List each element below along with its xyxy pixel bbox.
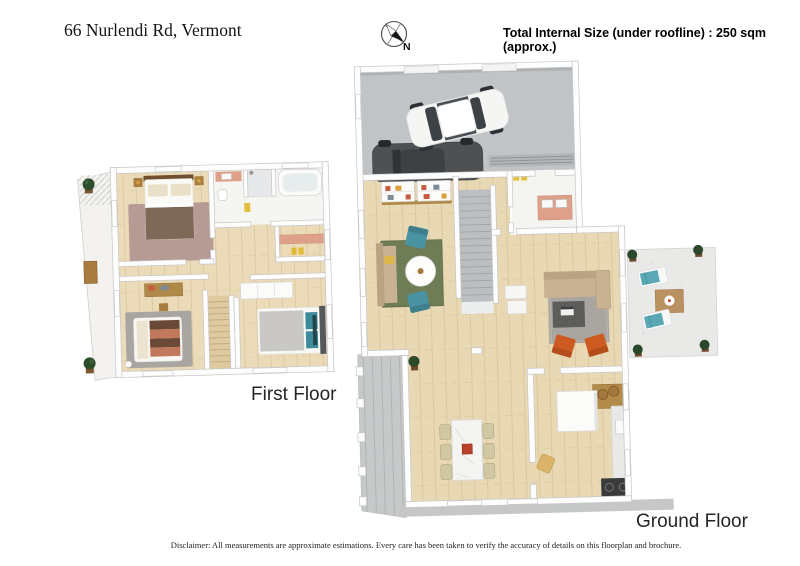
staircase <box>208 295 231 372</box>
island-bench <box>557 391 598 432</box>
total-size-label: Total Internal Size (under roofline) : 250 sqm (approx.) <box>503 26 767 54</box>
ottoman <box>507 300 526 313</box>
wardrobe <box>240 282 292 299</box>
garage <box>360 67 575 183</box>
compass-north-icon <box>374 14 418 56</box>
drain-grate <box>489 153 575 167</box>
first-floor-label: First Floor <box>251 384 337 405</box>
side-deck <box>356 354 406 519</box>
first-floor-plan <box>60 138 362 390</box>
property-address: 66 Nurlendi Rd, Vermont <box>64 20 242 40</box>
stool <box>159 303 168 311</box>
patio <box>627 244 718 357</box>
staircase <box>458 189 493 314</box>
disclaimer-text: Disclaimer: All measurements are approximate estimations. Every care has been taken to verify the accuracy of details on this floorplan and brochure. <box>170 540 682 550</box>
towel <box>244 203 250 212</box>
ground-floor-label: Ground Floor <box>636 511 748 532</box>
compass-north-label: N <box>403 41 411 53</box>
corner-sofa <box>544 279 598 298</box>
ground-floor-plan <box>352 56 752 521</box>
sofa <box>383 246 397 303</box>
garage-door-panel <box>404 66 438 74</box>
garage-door-panel <box>482 64 516 72</box>
toilet <box>218 189 227 200</box>
ottoman <box>505 285 526 299</box>
